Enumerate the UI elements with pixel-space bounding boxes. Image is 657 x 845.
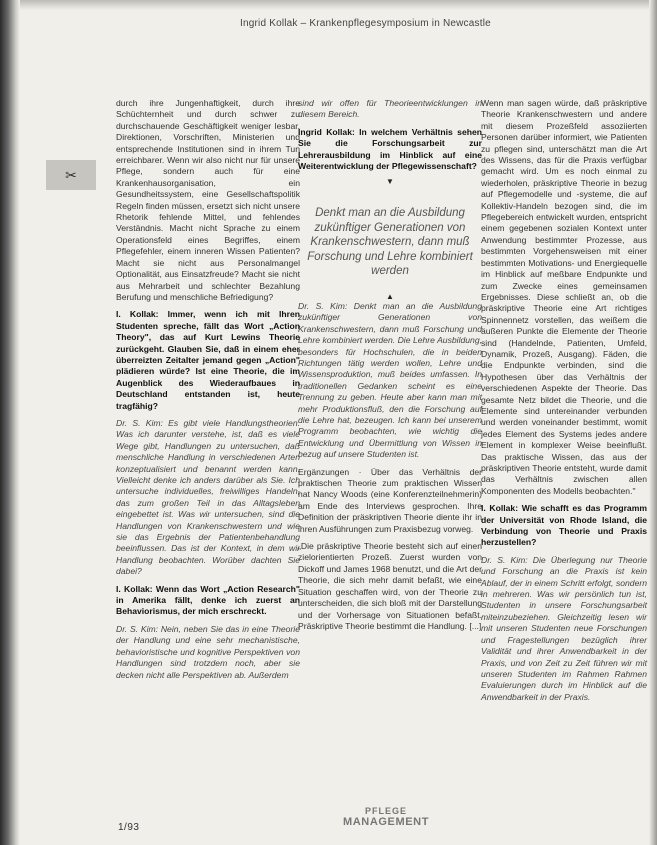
interview-answer: sind wir offen für Theorieentwicklungen in diesem Bereich. (298, 98, 482, 120)
scissors-icon: ✂ (65, 167, 77, 183)
logo-bottom-line: MANAGEMENT (342, 816, 430, 828)
text-column-3 (481, 98, 647, 709)
interview-question: I. Kollak: Immer, wenn ich mit Ihren Studenten spreche, fällt das Wort „Action Theory", das auf Kurt Lewins Theorie zurückgeht. Glauben Sie, daß in einem eher überreizten Zeitalter jemand gegen „Action" plädieren würde? Ist eine Theorie, die im Augenblick des Wiederaufbaues in Deutschland entstanden ist, heute tragfähig? (116, 309, 300, 411)
interview-question: I. Kollak: Wenn das Wort „Action Research" in Amerika fällt, denke ich zuerst an Behaviorismus, der mich erschreckt. (116, 583, 300, 617)
pullquote-top-marker: ▼ (386, 177, 394, 187)
magazine-logo (341, 806, 431, 836)
interview-answer: Dr. S. Kim: Es gibt viele Handlungstheorien. Was ich darunter verstehe, ist, daß es viele Wege gibt, Handlungen zu untersuchen, daß menschliche Handlung in verschiedenen Arten konzeptualisiert und benannt werden kann. Vielleicht denke ich anders darüber als Sie. Ich untersuche individuelles, freiwilliges Handeln, das zum großen Teil in das Alltagsleben eingebettet ist. Was wir untersuchen, sind die Handlungen von Krankenschwestern und wie sie das Ergebnis der Patientenbehandlung beeinflussen. Das ist der Kontext, in dem wir Handlung beobachten. Worüber dachten Sie dabei? (116, 417, 300, 577)
interview-answer: Dr. S. Kim: Nein, neben Sie das in eine Theorie der Handlung und eine sehr mechanistische, behavioristische und kognitive Perspektiven von Handlungen sind trotzdem noch, aber sie decken nicht alle Perspektiven ab. Außerdem (116, 623, 300, 680)
running-head: Ingrid Kollak – Krankenpflegesymposium in Newcastle (240, 18, 491, 29)
text-column-2 (298, 98, 482, 638)
body-paragraph: Wenn man sagen würde, daß präskriptive Theorie Krankenschwestern und andere mit diesem Prozeßfeld assoziierten Personen darüber informiert, wie Patienten zu pflegen sind, unterschätzt man die Art des Wissens, das für die Praxis verfügbar gemacht wird. Um es noch einmal zu wiederholen, präskriptive Theorie in bezug auf Pflegemodelle und -systeme, die auf Kollektiv-Handeln bezogen sind, die im Pflegebereich entwickelt wurden, entspricht einem gegebenen sozialen Kontext unter Anwendung bestimmter Prozesse, aus bestimmten Vorgehensweisen mit einer bestimmten Motivations- und Energiequelle im Hinblick auf meßbare Endpunkte und zum Zwecke eines gemeinsamen Ergebnisses. Diese schließt an, ob die präskriptive Theorie eine Art richtiges Spinnennetz vorstellen, das weißem die äußeren Punkte die Elemente der Theorie sind (Handelnde, Patienten, Umfeld, Dynamik, Prozeß, Ausgang). Fäden, die die Endpunkte verbinden, sind die Hypothesen über das Verhältnis der verschiedenen Aspekte der Theorie. Das gesamte Netz bildet die Theorie, und die Elemente sind untereinander verbunden und werden voneinander bestimmt, womit jedes Element des Systems jedes andere Element in komplexer Weise beeinflußt. Das praktische Wissen, das aus der präskriptiven Theorie entsteht, wurde damit das Verhältnis zwischen allen Komponenten des Modells beobachten." (481, 98, 647, 496)
body-paragraph: „Die präskriptive Theorie besteht sich auf einen zielorientierten Prozeß. Zuerst wurden von Dickoff und James 1968 benutzt, und die Art der Theorie, die sich mehr damit befaßt, wie eine Situation geschaffen wird, von der Theorie zu unterscheiden, die sich bloß mit der Darstellung und der Vorhersage von Situationen befaßt. Präskriptive Theorie bestimmt die Handlung. [...] (298, 541, 482, 631)
page-edge-shadow (649, 0, 657, 845)
margin-tab (46, 160, 96, 190)
body-paragraph: durch ihre Jungenhaftigkeit, durch ihre Schüchternheit und durch schwer zu durchschauende Geschäftigkeit weniger lesbar. Direktionen, Vorschriften, Ministerien und entsprechende Institutionen sind in ihrem Tun erreichbarer. Wenn wir also nicht nur für unsere Pflege, sondern auch für eine Krankenhausorganisation, ein Gesundheitssystem, eine Gesellschaftspolitik Regeln finden müssen, ersetzt sich nicht unsere Rhetorik fehlende Mittel, und fehlendes Verständnis. Macht nicht Sprache zu einem Operationsfeld eines Begriffes, einem Pflegefehler, einem inneren Wissen Patienten? Macht sie nicht aus Personalmangel Optionalität, aus Einsatzfreude? Macht sie nicht aus Mehrarbeit und schlechter Bezahlung Berufung und menschliche Befriedigung? (116, 98, 300, 302)
pullquote: Denkt man an die Ausbildung zukünftiger Generationen von Krankenschwestern, dann muß Forschung und Lehre kombiniert werden (307, 207, 473, 278)
interview-question: I. Kollak: Wie schafft es das Programm der Universität von Rhode Island, die Verbindung von Theorie und Praxis herzustellen? (481, 503, 647, 548)
logo-top-line: PFLEGE (364, 806, 407, 816)
body-paragraph: Ergänzungen · Über das Verhältnis der praktischen Theorie zum praktischen Wissen hat Nancy Woods (eine Konferenzteilnehmerin) am Ende des Interviews gesprochen. Ihre Definition der präskriptiven Theorie diente ihr in ihren Ausführungen zum Praxisbezug vorweg. (298, 466, 482, 534)
page-number: 1/93 (118, 822, 140, 833)
pullquote-bottom-marker: ▲ (386, 291, 394, 301)
page-binding-shadow (0, 0, 20, 845)
page-top-shadow (0, 0, 657, 10)
text-column-1 (116, 98, 300, 687)
interview-answer: Dr. S. Kim: Denkt man an die Ausbildung zukünftiger Generationen von Krankenschwestern, dann muß Forschung und Lehre kombiniert werden. Die Lehre Ausbildung, besonders für Hochschulen, die in beiden Richtungen tätig werden wollen, Lehre und Wissensproduktion, muß beides umfassen. In traditionellen Gedanken scheint es eine Trennung zu geben. Heute aber kann man mit mehr Produktionsfluß, den die Forschung auf die Lehre hat, bezeugen. Ich kann bei unserem Programm beobachten, wie wichtig die Entwicklung und Übermittlung von Wissen in bezug auf unsere Studenten ist. (298, 300, 482, 460)
interview-question: Ingrid Kollak: In welchem Verhältnis sehen Sie die Forschungsarbeit zur Lehrerausbildung im Hinblick auf eine Weiterentwicklung der Pflegewissenschaft? (298, 126, 482, 172)
interview-answer: Dr. S. Kim: Die Überlegung nur Theorie und Forschung an die Praxis ist kein Ablauf, der in einem Schritt erfolgt, sondern in mehreren. Was wir persönlich tun ist, Studenten in unsere Forschungsarbeit miteinzubeziehen. Gleichzeitig lesen wir mit unseren Studenten neue Forschungen und Fragestellungen bezüglich ihrer Validität und ihrer Anwendbarkeit in der Praxis, und von Zeit zu Zeit führen wir mit unseren Studenten im Rahmen Rahmen Evaluierungen durch im Hinblick auf die Anwendbarkeit in der Praxis. (481, 554, 647, 702)
